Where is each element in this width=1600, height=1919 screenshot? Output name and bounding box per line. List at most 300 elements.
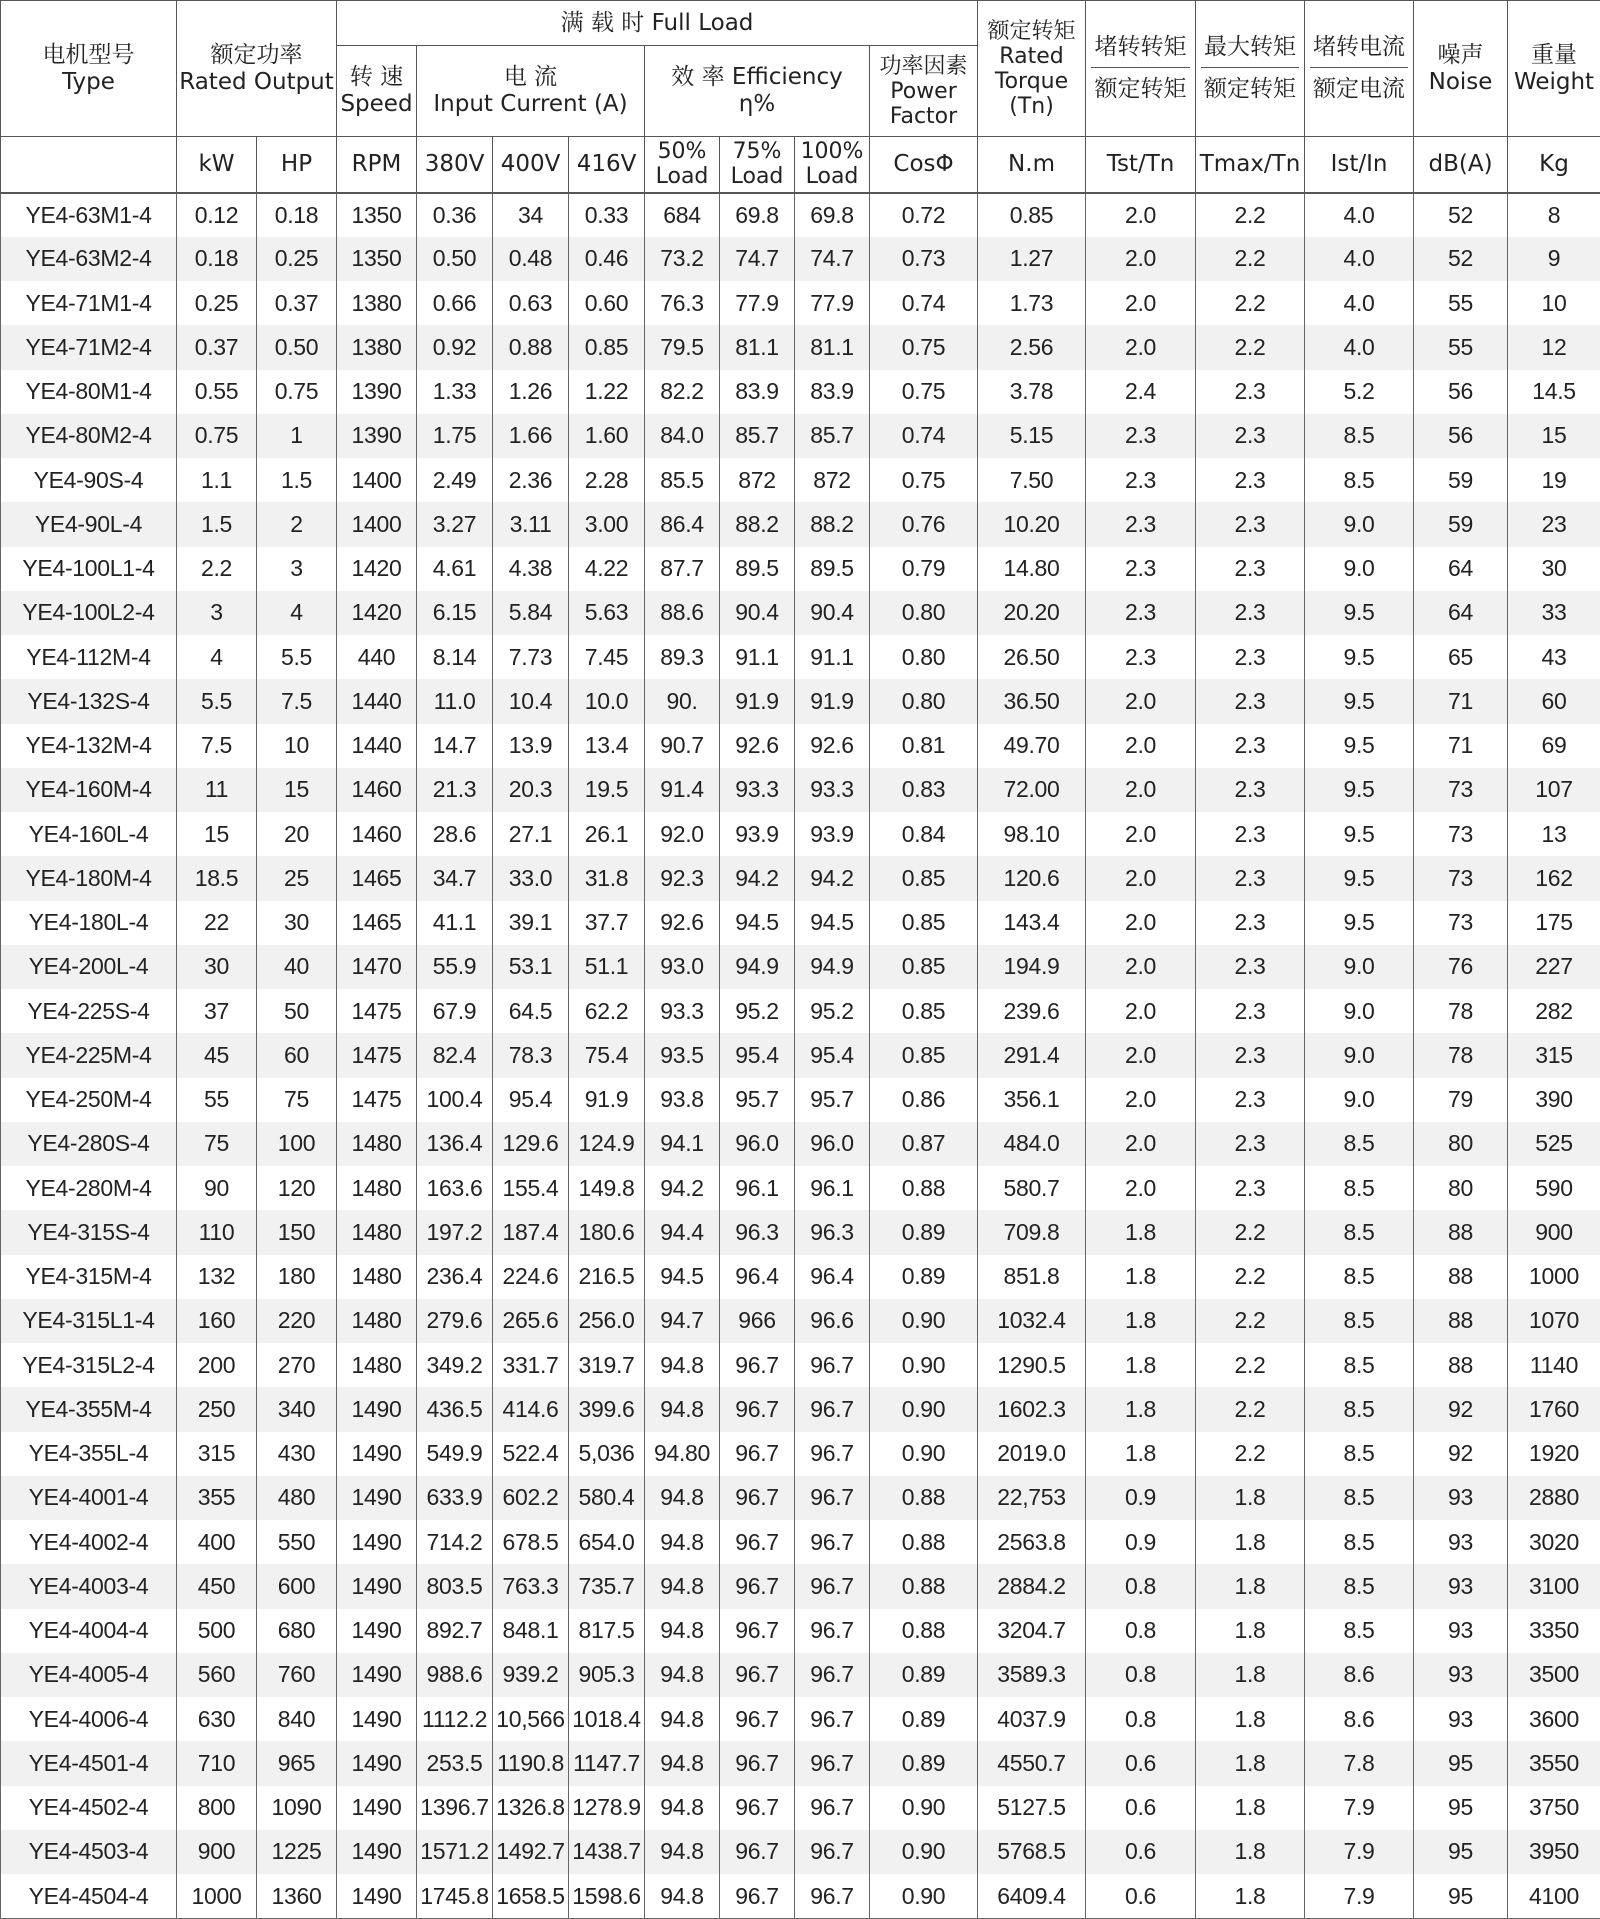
cell-current-380v: 163.6 xyxy=(417,1166,493,1210)
cell-tst-tn: 0.6 xyxy=(1086,1830,1196,1874)
cell-kw: 2.2 xyxy=(177,547,257,591)
cell-rated-torque: 1602.3 xyxy=(978,1387,1086,1431)
cell-hp: 60 xyxy=(257,1033,337,1077)
cell-power-factor: 0.76 xyxy=(870,502,978,546)
cell-hp: 40 xyxy=(257,945,337,989)
cell-eff-50: 89.3 xyxy=(645,635,720,679)
cell-type: YE4-355L-4 xyxy=(1,1432,177,1476)
cell-eff-75: 94.9 xyxy=(720,945,795,989)
cell-hp: 15 xyxy=(257,768,337,812)
cell-kw: 3 xyxy=(177,591,257,635)
cell-tst-tn: 2.0 xyxy=(1086,724,1196,768)
cell-current-416v: 51.1 xyxy=(569,945,645,989)
cell-rated-torque: 4037.9 xyxy=(978,1697,1086,1741)
cell-rated-torque: 5.15 xyxy=(978,414,1086,458)
cell-rated-torque: 120.6 xyxy=(978,856,1086,900)
cell-current-400v: 155.4 xyxy=(493,1166,569,1210)
cell-power-factor: 0.84 xyxy=(870,812,978,856)
cell-eff-100: 96.7 xyxy=(795,1830,870,1874)
cell-current-400v: 1190.8 xyxy=(493,1741,569,1785)
unit-tst: Tst/Tn xyxy=(1086,137,1196,193)
cell-eff-100: 94.2 xyxy=(795,856,870,900)
cell-power-factor: 0.83 xyxy=(870,768,978,812)
cell-weight: 590 xyxy=(1508,1166,1600,1210)
cell-current-380v: 253.5 xyxy=(417,1741,493,1785)
cell-noise: 88 xyxy=(1414,1343,1508,1387)
cell-current-400v: 522.4 xyxy=(493,1432,569,1476)
cell-ist-in: 7.9 xyxy=(1305,1830,1414,1874)
cell-noise: 76 xyxy=(1414,945,1508,989)
cell-current-400v: 129.6 xyxy=(493,1122,569,1166)
table-row xyxy=(1,1033,1600,1077)
table-row xyxy=(1,1476,1600,1520)
cell-rpm: 1490 xyxy=(337,1520,417,1564)
unit-rpm: RPM xyxy=(337,137,417,193)
cell-tmax-tn: 2.2 xyxy=(1196,1255,1305,1299)
cell-power-factor: 0.73 xyxy=(870,237,978,281)
cell-type: YE4-315L1-4 xyxy=(1,1299,177,1343)
cell-power-factor: 0.75 xyxy=(870,325,978,369)
cell-kw: 0.12 xyxy=(177,193,257,237)
cell-weight: 525 xyxy=(1508,1122,1600,1166)
cell-kw: 355 xyxy=(177,1476,257,1520)
cell-tmax-tn: 2.3 xyxy=(1196,1166,1305,1210)
cell-eff-75: 74.7 xyxy=(720,237,795,281)
cell-type: YE4-180M-4 xyxy=(1,856,177,900)
cell-hp: 600 xyxy=(257,1564,337,1608)
cell-rpm: 1460 xyxy=(337,812,417,856)
cell-noise: 65 xyxy=(1414,635,1508,679)
cell-rpm: 1440 xyxy=(337,724,417,768)
cell-ist-in: 7.9 xyxy=(1305,1786,1414,1830)
cell-eff-100: 93.3 xyxy=(795,768,870,812)
cell-eff-100: 89.5 xyxy=(795,547,870,591)
table-row xyxy=(1,1299,1600,1343)
cell-tst-tn: 0.6 xyxy=(1086,1786,1196,1830)
cell-current-380v: 1396.7 xyxy=(417,1786,493,1830)
cell-current-416v: 1278.9 xyxy=(569,1786,645,1830)
cell-type: YE4-315L2-4 xyxy=(1,1343,177,1387)
cell-rated-torque: 239.6 xyxy=(978,989,1086,1033)
cell-type: YE4-180L-4 xyxy=(1,901,177,945)
cell-type: YE4-132M-4 xyxy=(1,724,177,768)
cell-eff-100: 96.7 xyxy=(795,1564,870,1608)
cell-power-factor: 0.88 xyxy=(870,1520,978,1564)
cell-noise: 71 xyxy=(1414,724,1508,768)
cell-eff-100: 96.1 xyxy=(795,1166,870,1210)
cell-weight: 1000 xyxy=(1508,1255,1600,1299)
cell-power-factor: 0.75 xyxy=(870,370,978,414)
cell-current-380v: 349.2 xyxy=(417,1343,493,1387)
cell-type: YE4-4504-4 xyxy=(1,1874,177,1919)
cell-rpm: 1380 xyxy=(337,281,417,325)
cell-noise: 88 xyxy=(1414,1210,1508,1254)
cell-tmax-tn: 2.3 xyxy=(1196,1122,1305,1166)
cell-eff-50: 76.3 xyxy=(645,281,720,325)
cell-current-416v: 2.28 xyxy=(569,458,645,502)
cell-eff-100: 69.8 xyxy=(795,193,870,237)
cell-type: YE4-280S-4 xyxy=(1,1122,177,1166)
cell-eff-50: 82.2 xyxy=(645,370,720,414)
cell-eff-100: 83.9 xyxy=(795,370,870,414)
cell-rpm: 1350 xyxy=(337,237,417,281)
cell-rated-torque: 72.00 xyxy=(978,768,1086,812)
table-row xyxy=(1,901,1600,945)
cell-type: YE4-4002-4 xyxy=(1,1520,177,1564)
cell-eff-50: 92.3 xyxy=(645,856,720,900)
table-row xyxy=(1,1387,1600,1431)
cell-rated-torque: 10.20 xyxy=(978,502,1086,546)
cell-hp: 1.5 xyxy=(257,458,337,502)
cell-kw: 110 xyxy=(177,1210,257,1254)
cell-weight: 107 xyxy=(1508,768,1600,812)
cell-tmax-tn: 2.3 xyxy=(1196,635,1305,679)
cell-kw: 55 xyxy=(177,1078,257,1122)
cell-current-400v: 678.5 xyxy=(493,1520,569,1564)
cell-eff-50: 94.8 xyxy=(645,1520,720,1564)
cell-kw: 0.55 xyxy=(177,370,257,414)
cell-hp: 430 xyxy=(257,1432,337,1476)
table-row xyxy=(1,1653,1600,1697)
header-weight: 重量 Weight xyxy=(1508,1,1600,137)
cell-ist-in: 8.5 xyxy=(1305,414,1414,458)
cell-current-416v: 37.7 xyxy=(569,901,645,945)
cell-tmax-tn: 2.2 xyxy=(1196,1299,1305,1343)
cell-rated-torque: 3589.3 xyxy=(978,1653,1086,1697)
cell-noise: 52 xyxy=(1414,193,1508,237)
cell-rated-torque: 7.50 xyxy=(978,458,1086,502)
cell-tmax-tn: 2.2 xyxy=(1196,193,1305,237)
cell-rated-torque: 4550.7 xyxy=(978,1741,1086,1785)
cell-kw: 5.5 xyxy=(177,679,257,723)
cell-tmax-tn: 2.3 xyxy=(1196,458,1305,502)
cell-current-416v: 4.22 xyxy=(569,547,645,591)
cell-current-416v: 580.4 xyxy=(569,1476,645,1520)
cell-current-380v: 436.5 xyxy=(417,1387,493,1431)
cell-noise: 56 xyxy=(1414,370,1508,414)
cell-eff-50: 94.8 xyxy=(645,1874,720,1919)
cell-current-400v: 763.3 xyxy=(493,1564,569,1608)
cell-noise: 79 xyxy=(1414,1078,1508,1122)
cell-tst-tn: 2.3 xyxy=(1086,458,1196,502)
cell-type: YE4-200L-4 xyxy=(1,945,177,989)
cell-rated-torque: 851.8 xyxy=(978,1255,1086,1299)
cell-hp: 1360 xyxy=(257,1874,337,1919)
cell-rated-torque: 3204.7 xyxy=(978,1609,1086,1653)
cell-current-400v: 2.36 xyxy=(493,458,569,502)
table-header xyxy=(1,1,1600,193)
cell-tst-tn: 2.0 xyxy=(1086,989,1196,1033)
cell-ist-in: 8.5 xyxy=(1305,1166,1414,1210)
unit-kw: kW xyxy=(177,137,257,193)
cell-type: YE4-71M1-4 xyxy=(1,281,177,325)
cell-eff-75: 94.2 xyxy=(720,856,795,900)
cell-ist-in: 9.0 xyxy=(1305,945,1414,989)
table-row xyxy=(1,1786,1600,1830)
cell-noise: 73 xyxy=(1414,856,1508,900)
cell-current-400v: 1.26 xyxy=(493,370,569,414)
cell-tmax-tn: 2.3 xyxy=(1196,856,1305,900)
cell-rated-torque: 2884.2 xyxy=(978,1564,1086,1608)
cell-current-416v: 1.60 xyxy=(569,414,645,458)
cell-eff-75: 96.7 xyxy=(720,1520,795,1564)
cell-current-416v: 399.6 xyxy=(569,1387,645,1431)
table-row xyxy=(1,812,1600,856)
cell-ist-in: 4.0 xyxy=(1305,193,1414,237)
cell-current-400v: 1.66 xyxy=(493,414,569,458)
cell-ist-in: 8.5 xyxy=(1305,1564,1414,1608)
cell-hp: 30 xyxy=(257,901,337,945)
cell-current-400v: 53.1 xyxy=(493,945,569,989)
cell-tmax-tn: 2.3 xyxy=(1196,1078,1305,1122)
cell-tst-tn: 1.8 xyxy=(1086,1387,1196,1431)
cell-rated-torque: 36.50 xyxy=(978,679,1086,723)
cell-noise: 55 xyxy=(1414,325,1508,369)
cell-tst-tn: 1.8 xyxy=(1086,1255,1196,1299)
cell-type: YE4-355M-4 xyxy=(1,1387,177,1431)
cell-rpm: 1490 xyxy=(337,1609,417,1653)
cell-weight: 43 xyxy=(1508,635,1600,679)
cell-eff-100: 96.6 xyxy=(795,1299,870,1343)
cell-current-416v: 5.63 xyxy=(569,591,645,635)
cell-current-400v: 7.73 xyxy=(493,635,569,679)
cell-tmax-tn: 1.8 xyxy=(1196,1520,1305,1564)
cell-eff-100: 96.7 xyxy=(795,1786,870,1830)
cell-current-400v: 27.1 xyxy=(493,812,569,856)
cell-power-factor: 0.88 xyxy=(870,1564,978,1608)
cell-noise: 78 xyxy=(1414,989,1508,1033)
cell-eff-50: 73.2 xyxy=(645,237,720,281)
cell-current-416v: 256.0 xyxy=(569,1299,645,1343)
cell-current-380v: 549.9 xyxy=(417,1432,493,1476)
cell-eff-100: 95.4 xyxy=(795,1033,870,1077)
cell-noise: 93 xyxy=(1414,1564,1508,1608)
cell-current-400v: 0.48 xyxy=(493,237,569,281)
cell-weight: 3500 xyxy=(1508,1653,1600,1697)
table-row xyxy=(1,768,1600,812)
cell-current-416v: 124.9 xyxy=(569,1122,645,1166)
cell-tmax-tn: 1.8 xyxy=(1196,1874,1305,1919)
cell-ist-in: 8.6 xyxy=(1305,1653,1414,1697)
cell-noise: 93 xyxy=(1414,1697,1508,1741)
cell-kw: 560 xyxy=(177,1653,257,1697)
header-type: 电机型号 Type xyxy=(1,1,177,137)
cell-current-416v: 0.46 xyxy=(569,237,645,281)
cell-weight: 2880 xyxy=(1508,1476,1600,1520)
cell-noise: 73 xyxy=(1414,768,1508,812)
cell-kw: 500 xyxy=(177,1609,257,1653)
cell-current-380v: 100.4 xyxy=(417,1078,493,1122)
cell-tst-tn: 2.4 xyxy=(1086,370,1196,414)
cell-ist-in: 9.0 xyxy=(1305,547,1414,591)
cell-rpm: 1490 xyxy=(337,1653,417,1697)
cell-hp: 0.50 xyxy=(257,325,337,369)
cell-current-400v: 33.0 xyxy=(493,856,569,900)
cell-current-400v: 34 xyxy=(493,193,569,237)
cell-noise: 73 xyxy=(1414,901,1508,945)
cell-tst-tn: 2.3 xyxy=(1086,635,1196,679)
cell-current-380v: 1.33 xyxy=(417,370,493,414)
cell-tmax-tn: 2.2 xyxy=(1196,1343,1305,1387)
cell-hp: 480 xyxy=(257,1476,337,1520)
cell-eff-50: 94.8 xyxy=(645,1741,720,1785)
cell-eff-50: 88.6 xyxy=(645,591,720,635)
cell-noise: 88 xyxy=(1414,1299,1508,1343)
cell-hp: 965 xyxy=(257,1741,337,1785)
cell-noise: 73 xyxy=(1414,812,1508,856)
table-row xyxy=(1,370,1600,414)
cell-tmax-tn: 1.8 xyxy=(1196,1741,1305,1785)
cell-weight: 3600 xyxy=(1508,1697,1600,1741)
cell-current-416v: 817.5 xyxy=(569,1609,645,1653)
cell-noise: 71 xyxy=(1414,679,1508,723)
header-full-load: 满 载 时 Full Load xyxy=(337,1,978,46)
cell-eff-50: 684 xyxy=(645,193,720,237)
cell-eff-50: 94.8 xyxy=(645,1343,720,1387)
cell-noise: 88 xyxy=(1414,1255,1508,1299)
cell-tmax-tn: 2.3 xyxy=(1196,901,1305,945)
cell-eff-100: 81.1 xyxy=(795,325,870,369)
header-locked-torque-ratio: 堵转转矩 额定转矩 xyxy=(1086,1,1196,137)
cell-rated-torque: 1.27 xyxy=(978,237,1086,281)
cell-eff-75: 93.3 xyxy=(720,768,795,812)
cell-tst-tn: 2.0 xyxy=(1086,901,1196,945)
cell-ist-in: 8.5 xyxy=(1305,1476,1414,1520)
cell-weight: 10 xyxy=(1508,281,1600,325)
unit-type-blank xyxy=(1,137,177,193)
cell-tst-tn: 0.8 xyxy=(1086,1609,1196,1653)
table-row xyxy=(1,1564,1600,1608)
cell-weight: 13 xyxy=(1508,812,1600,856)
cell-noise: 95 xyxy=(1414,1786,1508,1830)
header-max-torque-ratio: 最大转矩 额定转矩 xyxy=(1196,1,1305,137)
table-row xyxy=(1,1697,1600,1741)
cell-kw: 0.25 xyxy=(177,281,257,325)
header-rated-torque: 额定转矩 Rated Torque (Tn) xyxy=(978,1,1086,137)
cell-eff-75: 91.1 xyxy=(720,635,795,679)
cell-power-factor: 0.90 xyxy=(870,1830,978,1874)
table-row xyxy=(1,945,1600,989)
cell-eff-50: 84.0 xyxy=(645,414,720,458)
cell-ist-in: 8.5 xyxy=(1305,1609,1414,1653)
cell-tmax-tn: 2.3 xyxy=(1196,547,1305,591)
cell-type: YE4-225S-4 xyxy=(1,989,177,1033)
cell-current-380v: 1112.2 xyxy=(417,1697,493,1741)
cell-tmax-tn: 2.2 xyxy=(1196,1387,1305,1431)
cell-power-factor: 0.85 xyxy=(870,901,978,945)
cell-kw: 37 xyxy=(177,989,257,1033)
cell-current-416v: 62.2 xyxy=(569,989,645,1033)
cell-noise: 92 xyxy=(1414,1432,1508,1476)
cell-type: YE4-132S-4 xyxy=(1,679,177,723)
cell-eff-100: 96.0 xyxy=(795,1122,870,1166)
cell-current-380v: 82.4 xyxy=(417,1033,493,1077)
cell-ist-in: 9.0 xyxy=(1305,1078,1414,1122)
cell-type: YE4-4501-4 xyxy=(1,1741,177,1785)
cell-power-factor: 0.87 xyxy=(870,1122,978,1166)
cell-eff-100: 95.7 xyxy=(795,1078,870,1122)
cell-ist-in: 8.5 xyxy=(1305,1387,1414,1431)
cell-kw: 450 xyxy=(177,1564,257,1608)
cell-eff-75: 69.8 xyxy=(720,193,795,237)
cell-type: YE4-4005-4 xyxy=(1,1653,177,1697)
cell-eff-50: 94.8 xyxy=(645,1476,720,1520)
cell-rpm: 1480 xyxy=(337,1343,417,1387)
cell-rpm: 1490 xyxy=(337,1830,417,1874)
cell-current-380v: 34.7 xyxy=(417,856,493,900)
cell-weight: 60 xyxy=(1508,679,1600,723)
cell-ist-in: 9.5 xyxy=(1305,591,1414,635)
cell-tmax-tn: 2.3 xyxy=(1196,679,1305,723)
cell-eff-50: 94.5 xyxy=(645,1255,720,1299)
cell-eff-100: 77.9 xyxy=(795,281,870,325)
cell-tmax-tn: 1.8 xyxy=(1196,1653,1305,1697)
header-efficiency: 效 率 Efficiency η% xyxy=(645,46,870,137)
cell-kw: 75 xyxy=(177,1122,257,1166)
cell-tst-tn: 0.9 xyxy=(1086,1520,1196,1564)
cell-hp: 340 xyxy=(257,1387,337,1431)
cell-tst-tn: 2.0 xyxy=(1086,325,1196,369)
cell-rpm: 1490 xyxy=(337,1432,417,1476)
cell-rpm: 1390 xyxy=(337,370,417,414)
cell-rpm: 1420 xyxy=(337,591,417,635)
cell-rpm: 1465 xyxy=(337,901,417,945)
cell-current-400v: 265.6 xyxy=(493,1299,569,1343)
cell-kw: 200 xyxy=(177,1343,257,1387)
cell-weight: 390 xyxy=(1508,1078,1600,1122)
cell-eff-50: 90. xyxy=(645,679,720,723)
cell-current-380v: 6.15 xyxy=(417,591,493,635)
table-row xyxy=(1,414,1600,458)
table-row xyxy=(1,1078,1600,1122)
cell-tst-tn: 2.0 xyxy=(1086,281,1196,325)
table-row xyxy=(1,502,1600,546)
cell-rpm: 1490 xyxy=(337,1874,417,1919)
cell-current-380v: 0.50 xyxy=(417,237,493,281)
cell-kw: 1000 xyxy=(177,1874,257,1919)
cell-eff-50: 94.7 xyxy=(645,1299,720,1343)
cell-kw: 18.5 xyxy=(177,856,257,900)
cell-noise: 78 xyxy=(1414,1033,1508,1077)
cell-eff-75: 95.4 xyxy=(720,1033,795,1077)
cell-rated-torque: 49.70 xyxy=(978,724,1086,768)
cell-power-factor: 0.90 xyxy=(870,1299,978,1343)
cell-rated-torque: 580.7 xyxy=(978,1166,1086,1210)
cell-current-400v: 64.5 xyxy=(493,989,569,1033)
table-row xyxy=(1,635,1600,679)
cell-noise: 92 xyxy=(1414,1387,1508,1431)
unit-db: dB(A) xyxy=(1414,137,1508,193)
cell-weight: 315 xyxy=(1508,1033,1600,1077)
cell-weight: 3100 xyxy=(1508,1564,1600,1608)
cell-eff-50: 94.4 xyxy=(645,1210,720,1254)
cell-current-416v: 654.0 xyxy=(569,1520,645,1564)
table-row xyxy=(1,1830,1600,1874)
cell-current-380v: 21.3 xyxy=(417,768,493,812)
table-row xyxy=(1,1609,1600,1653)
cell-eff-75: 96.7 xyxy=(720,1564,795,1608)
cell-eff-100: 96.7 xyxy=(795,1609,870,1653)
cell-power-factor: 0.90 xyxy=(870,1432,978,1476)
cell-weight: 3950 xyxy=(1508,1830,1600,1874)
cell-hp: 20 xyxy=(257,812,337,856)
cell-tst-tn: 0.8 xyxy=(1086,1564,1196,1608)
table-row xyxy=(1,1520,1600,1564)
cell-current-416v: 180.6 xyxy=(569,1210,645,1254)
header-speed: 转 速 Speed xyxy=(337,46,417,137)
cell-kw: 315 xyxy=(177,1432,257,1476)
cell-tmax-tn: 2.3 xyxy=(1196,370,1305,414)
